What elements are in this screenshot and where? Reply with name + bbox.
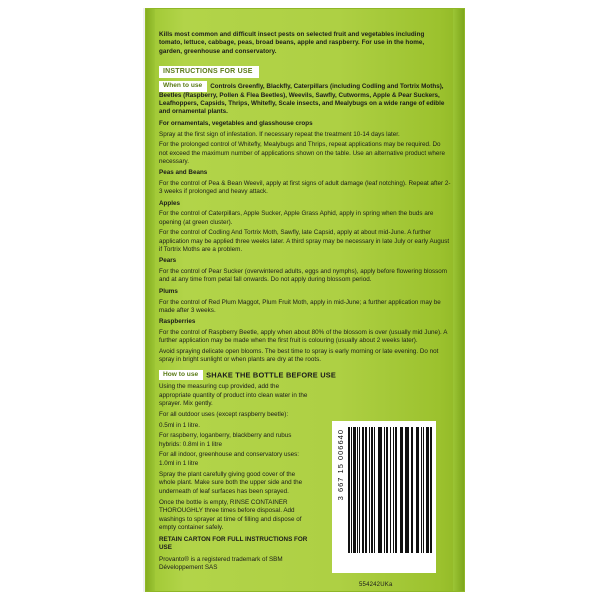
section-title: Plums bbox=[159, 287, 178, 295]
section-plums bbox=[159, 288, 451, 315]
package-left-edge bbox=[146, 9, 155, 591]
how-paragraph: For all outdoor uses (except raspberry beetle): bbox=[159, 410, 289, 418]
barcode-bars bbox=[348, 427, 432, 553]
section-title: Pears bbox=[159, 257, 177, 265]
section-peas-beans bbox=[159, 169, 451, 196]
section-pears bbox=[159, 257, 451, 284]
how-paragraph: Once the bottle is empty, RINSE CONTAINER THOROUGHLY three times before disposal. Add washings to sprayer at time of filling and dispose of empty container safely. bbox=[159, 498, 302, 531]
section-paragraph: For the control of Pear Sucker (overwintered adults, eggs and nymphs), apply before flowering blossom and at any time from petal fall onwards. Do not apply during blossom period. bbox=[159, 268, 448, 284]
section-title: Apples bbox=[159, 199, 180, 207]
section-paragraph: For the control of Codling And Tortrix Moth, Sawfly, late Capsid, apply at about mid-June. A further application may be applied three weeks later. A third spray may be necessary in late July or early August if Tortrix Moths are a problem. bbox=[159, 229, 450, 254]
how-to-use-tag: How to use bbox=[159, 370, 203, 381]
batch-code: 554242UKa bbox=[359, 582, 393, 588]
section-title: Raspberries bbox=[159, 318, 196, 326]
product-intro-text: Kills most common and difficult insect pests on selected fruit and vegetables including tomato, lettuce, cabbage, peas, broad beans, apple and raspberry. For use in the home, garden, greenhouse and conservatory. bbox=[159, 31, 425, 55]
barcode-digits: 3 667 15 006640 bbox=[336, 429, 345, 501]
how-paragraph: For all indoor, greenhouse and conservatory uses: 1.0ml in 1 litre bbox=[159, 451, 300, 467]
section-paragraph: For the control of Pea & Bean Weevil, apply at first signs of adult damage (leaf notching). Repeat after 2-3 weeks if prolonged and heavy attack. bbox=[159, 180, 451, 196]
when-to-use-row bbox=[159, 81, 451, 117]
how-paragraph: 0.5ml in 1 litre. bbox=[159, 421, 200, 429]
when-to-use-tag: When to use bbox=[159, 81, 207, 92]
section-title: Peas and Beans bbox=[159, 169, 208, 177]
how-to-use-title: SHAKE THE BOTTLE BEFORE USE bbox=[206, 370, 336, 380]
how-to-use-row bbox=[159, 370, 451, 381]
section-paragraph: For the prolonged control of Whitefly, Mealybugs and Thrips, repeat applications may be required. Do not exceed the maximum number of applications shown on the table. Use an alternative product where necessary. bbox=[159, 141, 445, 165]
when-to-use-text: Controls Greenfly, Blackfly, Caterpillars (including Codling and Tortrix Moths), Beetles (Raspberry, Pollen & Flea Beetles), Weevils, Sawfly, Cutworms, Apple & Pear Suckers, Leafhoppers, Capsids, Thrips, Whitefly, Scale insects, and Mealybugs on a wide range of edible and ornamental plants. bbox=[159, 83, 445, 116]
trademark-note: Provanto® is a registered trademark of SBM Développement SAS bbox=[159, 555, 283, 571]
retain-carton-note: RETAIN CARTON FOR FULL INSTRUCTIONS FOR USE bbox=[159, 536, 308, 552]
product-package-panel bbox=[145, 8, 465, 592]
section-title: For ornamentals, vegetables and glasshouse crops bbox=[159, 119, 313, 127]
how-paragraph: Using the measuring cup provided, add the appropriate quantity of product into clean water in the sprayer. Mix gently. bbox=[159, 383, 308, 407]
section-paragraph: For the control of Red Plum Maggot, Plum Fruit Moth, apply in mid-June; a further application may be made after 3 weeks. bbox=[159, 298, 441, 314]
section-paragraph: Avoid spraying delicate open blooms. The best time to spray is early morning or late evening. Do not spray in bright sunlight or when plants are dry at the roots. bbox=[159, 348, 439, 364]
section-paragraph: For the control of Raspberry Beetle, apply when about 80% of the blossom is over (usually mid June). A further application may be made when the first fruit is colouring (usually about 2 weeks later). bbox=[159, 328, 448, 345]
section-paragraph: Spray at the first sign of infestation. If necessary repeat the treatment 10-14 days later. bbox=[159, 130, 400, 138]
how-to-use-body bbox=[159, 383, 309, 572]
section-raspberries bbox=[159, 318, 451, 364]
how-paragraph: For raspberry, loganberry, blackberry and rubus hybrids: 0.8ml in 1 litre bbox=[159, 432, 292, 448]
how-paragraph: Spray the plant carefully giving good cover of the whole plant. Make sure both the upper side and the underneath of leaf surfaces has been sprayed. bbox=[159, 471, 303, 495]
instructions-header: INSTRUCTIONS FOR USE bbox=[159, 66, 259, 78]
package-right-edge bbox=[453, 9, 464, 591]
section-ornamentals bbox=[159, 120, 451, 166]
section-apples bbox=[159, 200, 451, 255]
section-paragraph: For the control of Caterpillars, Apple Sucker, Apple Grass Aphid, apply in spring when the buds are opening (at green cluster). bbox=[159, 210, 434, 226]
barcode-block bbox=[332, 421, 436, 573]
